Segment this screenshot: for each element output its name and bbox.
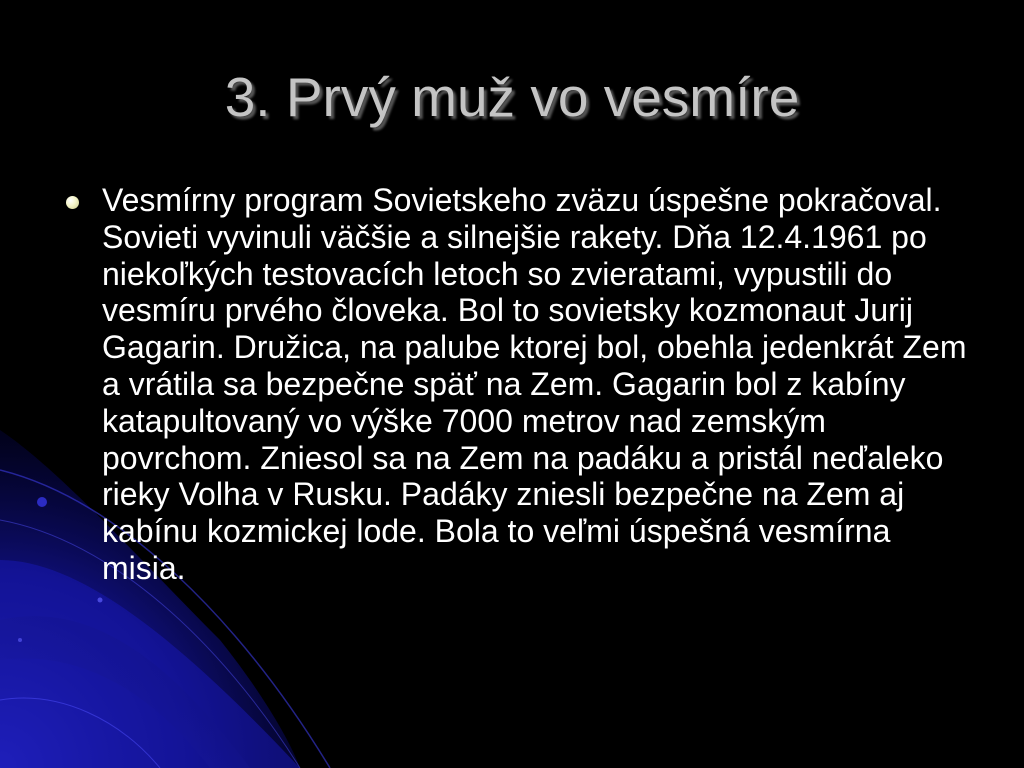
bullet-text: Vesmírny program Sovietskeho zväzu úspešne pokračoval. Sovieti vyvinuli väčšie a silnejšie rakety. Dňa 12.4.1961 po niekoľkých testovacích letoch so zvieratami, vypustili do vesmíru prvého človeka. Bol to sovietsky kozmonaut Jurij Gagarin. Družica, na palube ktorej bol, obehla jedenkrát Zem a vrátila sa bezpečne späť na Zem. Gagarin bol z kabíny katapultovaný vo výške 7000 metrov nad zemským povrchom. Zniesol sa na Zem na padáku a pristál neďaleko rieky Volha v Rusku. Padáky zniesli bezpečne na Zem aj kabínu kozmickej lode. Bola to veľmi úspešná vesmírna misia. <box>102 182 967 586</box>
bullet-dot-icon <box>66 196 79 209</box>
slide-content <box>60 182 980 587</box>
slide-title: 3. Prvý muž vo vesmíre <box>224 66 800 128</box>
bullet-item <box>60 182 980 587</box>
